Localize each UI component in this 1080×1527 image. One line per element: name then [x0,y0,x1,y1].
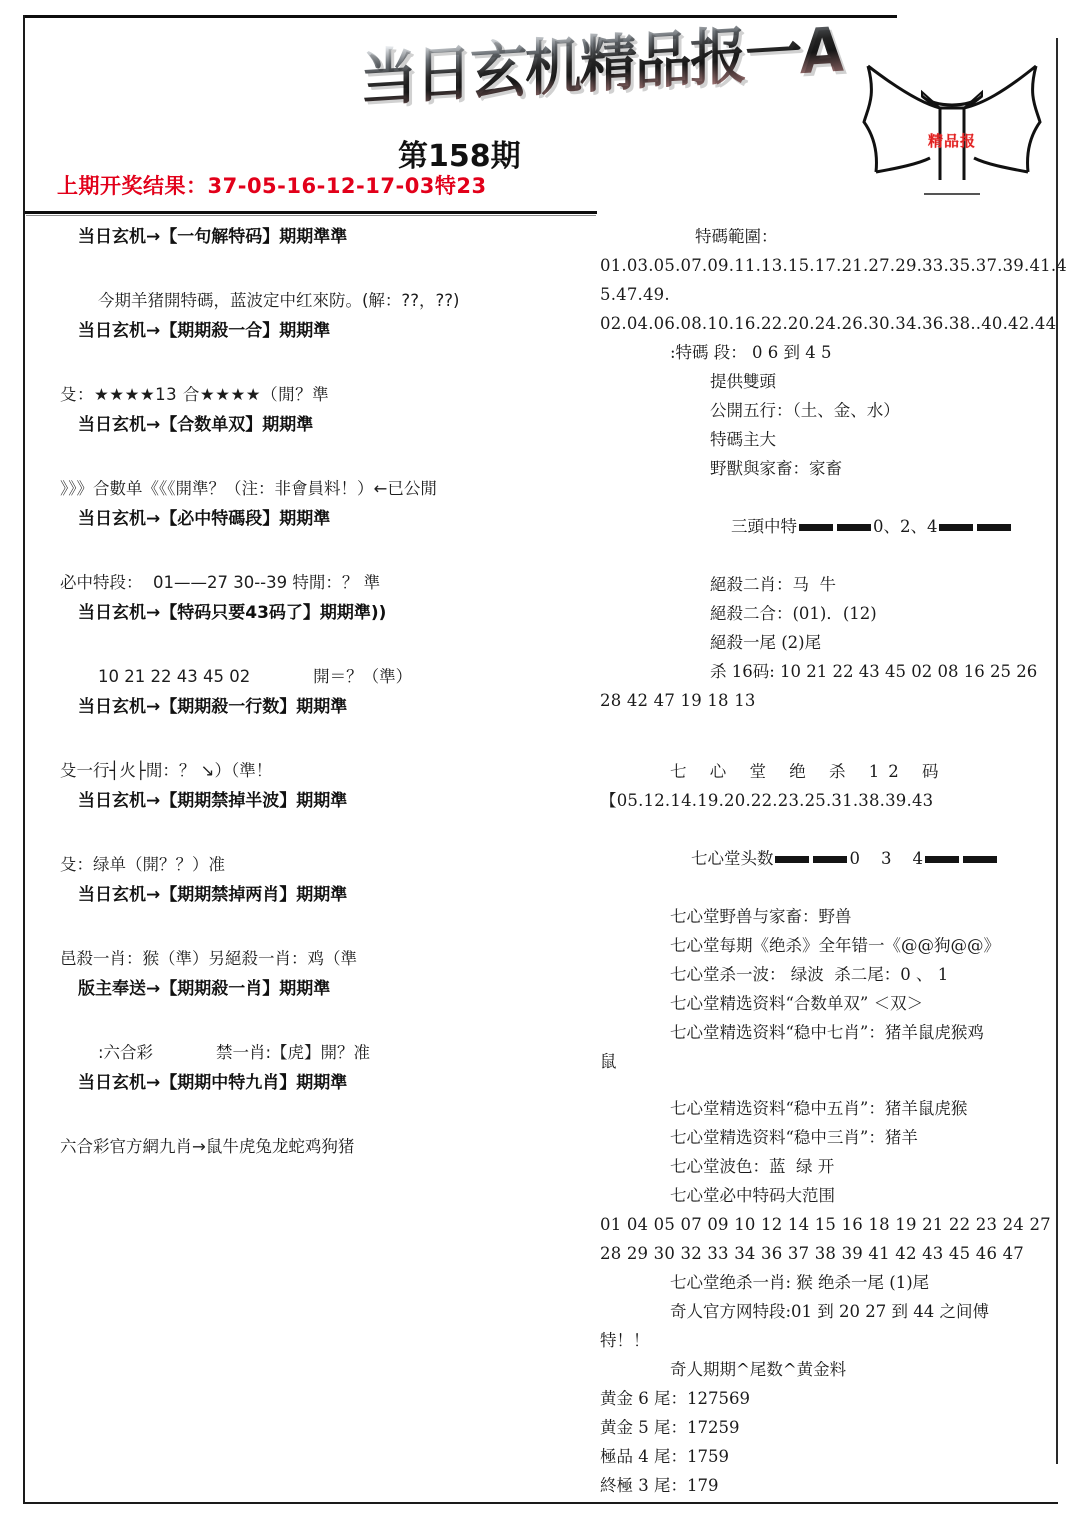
left-line: 殳一行┤火├閒：？ ↘）（準！ [60,761,273,780]
three-head-label: 三頭中特 [730,517,797,536]
left-line: 当日玄机→【一句解特码】期期準準 [78,227,348,247]
special-range-title: 特碼範圍： [695,227,778,246]
bar-glyph [925,856,959,863]
qixintang-head-label: 七心堂头数 [690,849,774,868]
left-block [60,222,580,252]
three-head-values: 0、2、4 [872,517,938,536]
left-line: 当日玄机→【期期禁掉两肖】期期準 [78,885,348,905]
left-block [60,1132,580,1162]
gold-line: 終極 3 尾：179 [600,1476,719,1495]
left-block [60,850,580,910]
left-line: 殳：★★★★13 合★★★★（閒？準 [60,385,330,404]
kill-16-line1: 杀 16码: 10 21 22 43 45 02 08 16 25 26 [710,662,1038,681]
bar-glyph [939,524,973,531]
left-line: 六合彩官方網九肖→鼠牛虎兔龙蛇鸡狗猪 [60,1137,355,1156]
left-column [60,222,580,1196]
page-title: 当日玄机精品报一A [360,0,880,119]
qiren-title: 奇人期期^尾数^黄金料 [670,1360,847,1379]
left-line: 必中特段： 01——27 30--39 特閒：？ 準 [60,573,381,592]
three-head-line [600,483,1055,570]
special-range-odd-line1: 01.03.05.07.09.11.13.15.17.21.27.29.33.35.37.39.41.4 [600,256,1067,275]
left-block [60,568,580,628]
issue-number: 第158期 [398,139,521,174]
bar-glyph [813,856,847,863]
qixintang-item: 七心堂野兽与家畜：野兽 [670,907,852,926]
qixintang-item-wrap: 鼠 [600,1052,617,1071]
ribbon-logo [862,52,1042,202]
page-right-rule [1056,38,1058,1464]
qixintang-item: 七心堂波色：蓝 绿 开 [670,1157,835,1176]
qixintang-item: 七心堂必中特码大范围 [670,1186,835,1205]
masthead [360,14,880,120]
left-block [60,474,580,534]
left-block [60,380,580,440]
bar-glyph [775,856,809,863]
qixintang-head-values: 0 3 4 [849,849,923,868]
left-block [60,662,580,722]
qixintang-item: 七心堂精选资料“稳中三肖”：猪羊 [670,1128,918,1147]
left-line: 当日玄机→【必中特碼段】期期準 [78,509,331,529]
gold-line: 極品 4 尾：1759 [600,1447,729,1466]
left-line: 当日玄机→【期期中特九肖】期期準 [78,1073,348,1093]
kill-two-zodiac: 絕殺二肖：马 牛 [710,575,836,594]
left-block [60,944,580,1004]
right-item: 特碼主大 [710,430,776,449]
left-line: :六合彩 禁一肖:【虎】開？准 [98,1043,371,1062]
qixintang-item: 七心堂精选资料“稳中五肖”：猪羊鼠虎猴 [670,1099,968,1118]
big-range-line1: 01 04 05 07 09 10 12 14 15 16 18 19 21 22 23 24 27 [600,1215,1051,1234]
special-range-odd-line2: 5.47.49. [600,285,670,304]
left-line: 》》》合數单《《《開準？（注：非會員料！）←已公閒 [60,479,437,498]
bar-glyph [837,524,871,531]
left-line: 当日玄机→【特码只要43码了】期期準)) [78,603,387,623]
kill-16-line2: 28 42 47 19 18 13 [600,691,756,710]
qixintang-item: 七心堂精选资料“合数单双” ＜双＞ [670,994,924,1013]
special-range-even: 02.04.06.08.10.16.22.20.24.26.30.34.36.38..40.42.44 [600,314,1057,333]
right-item: 公開五行：（土、金、水） [710,401,900,420]
left-line: 当日玄机→【期期禁掉半波】期期準 [78,791,348,811]
left-line: 邑殺一肖：猴（準）另絕殺一肖：鸡（準 [60,949,357,968]
left-block [60,1038,580,1098]
last-draw-result: 上期开奖结果：37-05-16-12-17-03特23 [57,174,487,198]
qixintang-item: 七心堂每期《绝杀》全年错一《@@狗@@》 [670,936,1000,955]
kill-one-tail: 絕殺一尾 (2)尾 [710,633,822,652]
bar-glyph [799,524,833,531]
special-segment: :特碼 段： 0 6 到 4 5 [670,343,832,362]
qiren-segment-line2: 特！！ [600,1331,650,1350]
qixintang-title: 七 心 堂 绝 杀 12 码 [670,762,948,781]
qixintang-head-line [600,815,1055,902]
ribbon-icon [862,52,1042,202]
gold-line: 黄金 5 尾：17259 [600,1418,740,1437]
right-item: 提供雙頭 [710,372,776,391]
header-divider [25,211,597,214]
right-item: 野獸與家畜：家畜 [710,459,842,478]
ribbon-label: 精品报 [928,132,977,150]
left-line: 当日玄机→【期期殺一行数】期期準 [78,697,348,717]
left-line: 版主奉送→【期期殺一肖】期期準 [78,979,331,999]
left-line: 10 21 22 43 45 02 開＝？（準） [98,667,413,686]
right-column [600,222,1067,1500]
left-block [60,286,580,346]
spacer [600,715,1055,757]
left-line: 当日玄机→【期期殺一合】期期準 [78,321,331,341]
qixintang-item: 七心堂精选资料“稳中七肖”：猪羊鼠虎猴鸡 [670,1023,984,1042]
big-range-line2: 28 29 30 32 33 34 36 37 38 39 41 42 43 45 46 47 [600,1244,1025,1263]
gold-line: 黄金 6 尾：127569 [600,1389,750,1408]
spacer [600,1076,1055,1094]
page-bottom-rule [23,1502,1058,1504]
kill-two-combo: 絕殺二合：(01)．(12) [710,604,877,623]
qixintang-item: 七心堂杀一波： 绿波 杀二尾：0 、 1 [670,965,949,984]
qixintang-kill: 七心堂绝杀一肖: 猴 绝杀一尾 (1)尾 [670,1273,930,1292]
header-divider-thin [26,215,596,216]
left-line: 殳：绿单（開？？）准 [60,855,225,874]
qixintang-numbers: 【05.12.14.19.20.22.23.25.31.38.39.43 [600,791,934,810]
left-block [60,756,580,816]
bar-glyph [977,524,1011,531]
left-line: 当日玄机→【合数单双】期期準 [78,415,314,435]
qiren-segment-line1: 奇人官方网特段:01 到 20 27 到 44 之间傅 [670,1302,990,1321]
bar-glyph [963,856,997,863]
left-line: 今期羊猪開特碼，蓝波定中红來防。(解：??，??) [98,291,460,310]
